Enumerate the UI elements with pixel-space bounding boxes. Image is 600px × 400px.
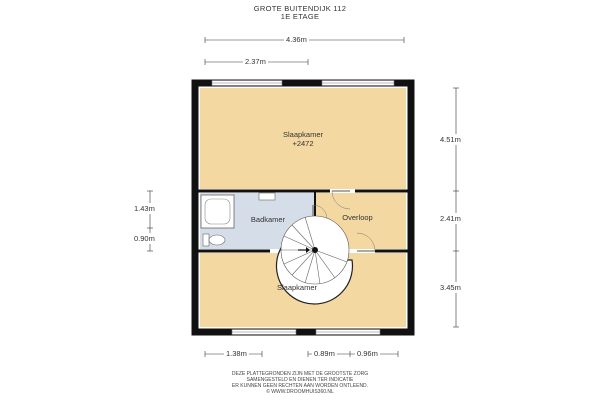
sink [259,193,275,200]
dim-right-top: 4.51m [440,135,461,144]
dim-right-bottom: 3.45m [440,283,461,292]
toilet [203,234,225,246]
dim-left-upper: 1.43m [134,204,155,213]
room-label-bathroom: Badkamer [250,215,286,224]
disclaimer-line-2: SAMENGESTELD EN DIENEN TER INDICATIE [246,377,354,383]
room-height-label: +2472 [292,139,314,148]
dim-top-total: 4.36m [286,35,307,44]
room-label-landing: Overloop [342,213,373,222]
dim-bottom-left: 1.38m [226,349,247,358]
room-label-top-bedroom: Slaapkamer [282,130,324,139]
room-label-bottom-bedroom: Slaapkamer [276,283,318,292]
disclaimer-line-4: © WWW.DROOMHUIS360.NL [266,389,334,395]
dim-bottom-mid: 0.89m [314,349,335,358]
dim-bottom-right: 0.96m [357,349,378,358]
bathtub [201,195,234,228]
dim-right-middle: 2.41m [440,214,461,223]
address-title: GROTE BUITENDIJK 112 [253,4,347,13]
floor-title: 1E ETAGE [280,12,320,21]
dim-top-partial: 2.37m [245,57,266,66]
disclaimer-line-3: ER KUNNEN GEEN RECHTEN AAN WORDEN ONTLEEND. [231,383,369,389]
disclaimer-line-1: DEZE PLATTEGRONDEN ZIJN MET DE GROOTSTE ZORG [231,371,369,377]
disclaimer [150,371,450,395]
dim-left-lower: 0.90m [134,234,155,243]
